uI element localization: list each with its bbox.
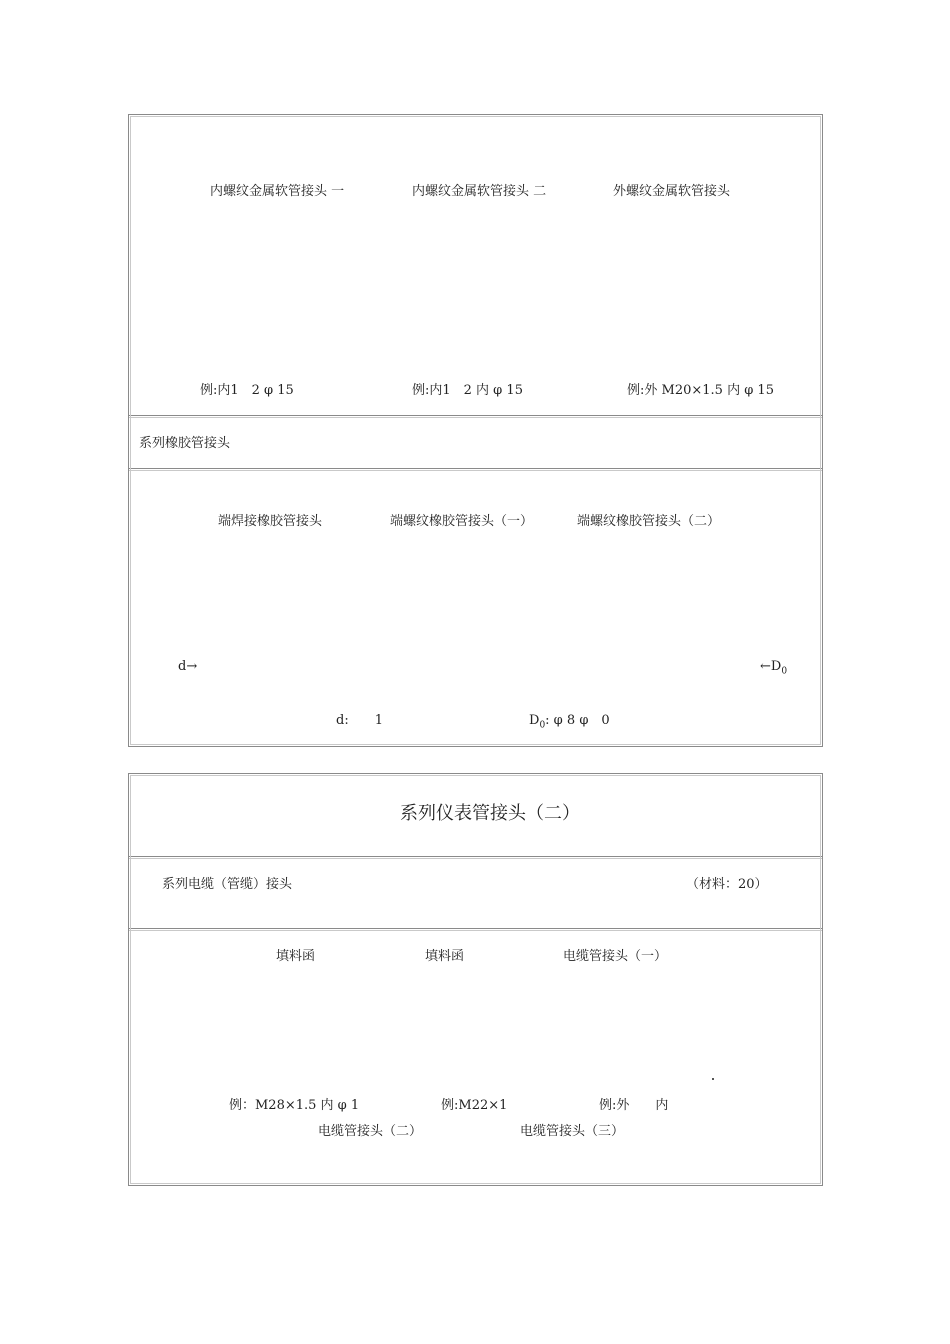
- example-3: 例:外 M20×1.5 内 φ 15: [627, 383, 774, 398]
- cell-heading-threaded-rubber-2: 端螺纹橡胶管接头（二）: [577, 514, 721, 529]
- cell-heading-internal-thread-1: 内螺纹金属软管接头 一: [210, 184, 345, 199]
- table-1-divider-2: [129, 468, 822, 469]
- d-value: d: 1: [336, 713, 383, 728]
- cell-heading-cable-joint-3: 电缆管接头（三）: [520, 1124, 625, 1139]
- example-1: 例:内1 2 φ 15: [200, 383, 294, 398]
- d0-sub: 0: [539, 720, 546, 731]
- cell-heading-packing-gland-1: 填料函: [276, 949, 316, 964]
- cell-heading-packing-gland-2: 填料函: [425, 949, 465, 964]
- table-2-title: 系列仪表管接头（二）: [400, 803, 580, 824]
- example-2: 例:内1 2 内 φ 15: [412, 383, 523, 398]
- table-2-subtitle-left: 系列电缆（管缆）接头: [162, 877, 293, 892]
- d0-arrow-prefix: ←D: [760, 659, 782, 674]
- stray-dot: [712, 1078, 714, 1080]
- example-cable-2: 例:M22×1: [441, 1098, 508, 1113]
- example-cable-1: 例：M28×1.5 内 φ 1: [229, 1098, 360, 1113]
- cell-heading-cable-joint-1: 电缆管接头（一）: [563, 949, 668, 964]
- section-label-rubber-hose: 系列橡胶管接头: [139, 436, 231, 451]
- d0-value: [529, 713, 610, 734]
- cell-heading-cable-joint-2: 电缆管接头（二）: [318, 1124, 423, 1139]
- cell-heading-external-thread: 外螺纹金属软管接头: [613, 184, 731, 199]
- table-1: [128, 114, 823, 747]
- table-2-divider-2: [129, 928, 822, 929]
- d0-prefix: D: [529, 713, 540, 728]
- cell-heading-threaded-rubber-1: 端螺纹橡胶管接头（一）: [390, 514, 534, 529]
- table-2-divider-1: [129, 856, 822, 857]
- table-2-subtitle-right: （材料：20）: [686, 877, 768, 892]
- d-arrow-label: d→: [178, 659, 198, 674]
- d0-arrow-label: [760, 659, 787, 680]
- example-cable-3: 例:外 内: [599, 1098, 669, 1113]
- d0-rest: : φ 8 φ 0: [545, 713, 610, 728]
- d0-arrow-sub: 0: [781, 666, 788, 677]
- table-2: [128, 773, 823, 1186]
- table-1-divider-1: [129, 415, 822, 416]
- cell-heading-welded-rubber: 端焊接橡胶管接头: [218, 514, 323, 529]
- cell-heading-internal-thread-2: 内螺纹金属软管接头 二: [412, 184, 547, 199]
